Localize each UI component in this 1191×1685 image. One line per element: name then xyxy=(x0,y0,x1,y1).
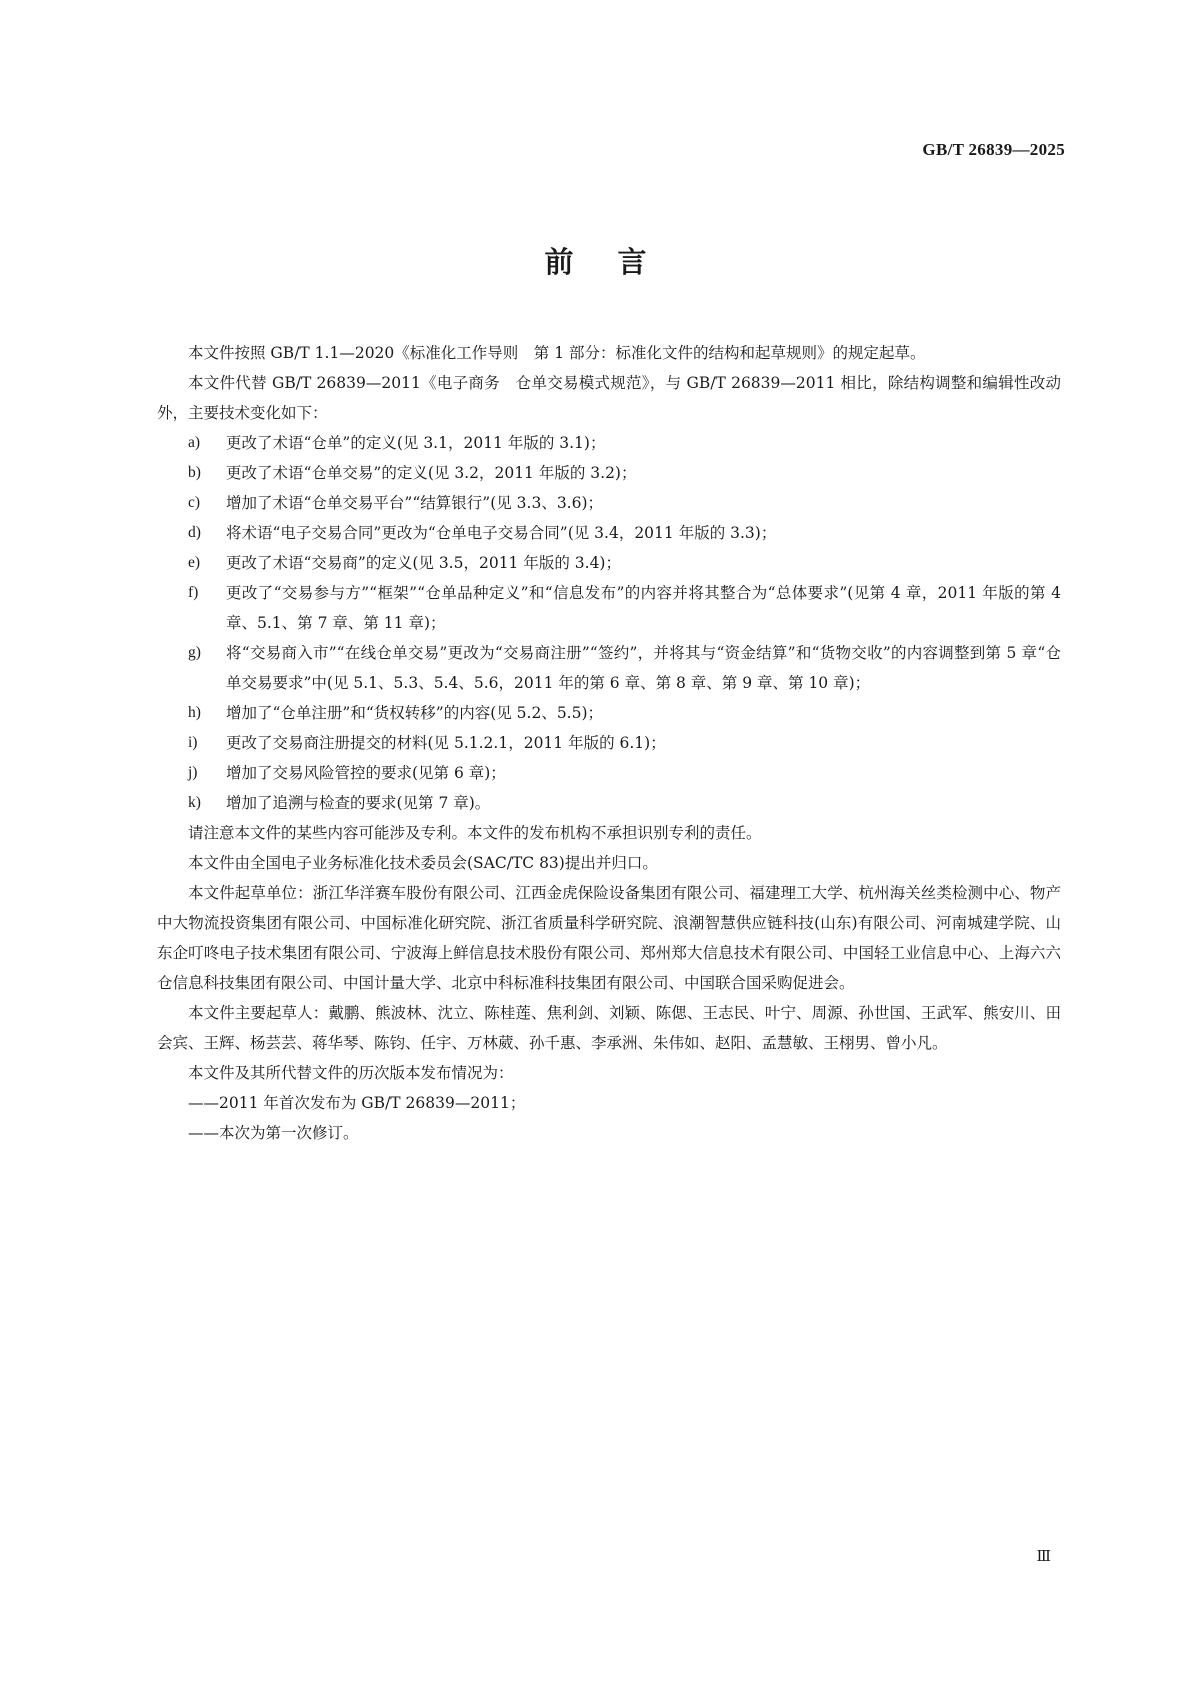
history-item: ——本次为第一次修订。 xyxy=(188,1124,359,1142)
list-item-label: k) xyxy=(188,794,201,811)
paragraph-patent-notice: 请注意本文件的某些内容可能涉及专利。本文件的发布机构不承担识别专利的责任。 xyxy=(188,824,762,842)
list-item-label: e) xyxy=(188,554,201,571)
list-item-label: d) xyxy=(188,524,201,541)
list-item xyxy=(157,548,1061,578)
list-item-text: 增加了交易风险管控的要求(见第 6 章)； xyxy=(226,764,506,782)
list-item-label: h) xyxy=(188,704,201,721)
list-item xyxy=(157,788,1061,818)
paragraph-replacement: 本文件代替 GB/T 26839—2011《电子商务 仓单交易模式规范》，与 GB/T 26839—2011 相比，除结构调整和编辑性改动外，主要技术变化如下： xyxy=(157,374,1061,422)
list-item-label: f) xyxy=(188,584,199,601)
list-item-label: a) xyxy=(188,434,201,451)
list-item-text: 更改了术语“交易商”的定义(见 3.5，2011 年版的 3.4)； xyxy=(226,554,621,572)
page-title: 前言 xyxy=(544,245,691,279)
list-item-text: 增加了追溯与检查的要求(见第 7 章)。 xyxy=(226,794,491,812)
paragraph-drafting-basis: 本文件按照 GB/T 1.1—2020《标准化工作导则 第 1 部分：标准化文件的结构和起草规则》的规定起草。 xyxy=(188,344,926,362)
list-item-text: 更改了交易商注册提交的材料(见 5.1.2.1，2011 年版的 6.1)； xyxy=(226,734,666,752)
list-item-label: c) xyxy=(188,494,201,511)
list-item xyxy=(157,758,1061,788)
list-item-label: b) xyxy=(188,464,201,481)
paragraph-drafters: 本文件主要起草人：戴鹏、熊波林、沈立、陈桂莲、焦利剑、刘颖、陈偲、王志民、叶宁、周源、孙世国、王武军、熊安川、田会宾、王辉、杨芸芸、蒋华琴、陈钧、任宇、万林葳、孙千惠、李承洲、朱伟如、赵阳、孟慧敏、王栩男、曾小凡。 xyxy=(157,1004,1061,1052)
list-item xyxy=(157,458,1061,488)
paragraph-proposer: 本文件由全国电子业务标准化技术委员会(SAC/TC 83)提出并归口。 xyxy=(188,854,658,872)
list-item-label: i) xyxy=(188,734,198,751)
list-item-text: 将“交易商入市”“在线仓单交易”更改为“交易商注册”“签约”，并将其与“资金结算”和“货物交收”的内容调整到第 5 章“仓单交易要求”中(见 5.1、5.3、5.4、5.6，2011 年的第 6 章、第 8 章、第 9 章、第 10 章)； xyxy=(226,644,1061,692)
list-item-text: 增加了“仓单注册”和“货权转移”的内容(见 5.2、5.5)； xyxy=(226,704,604,722)
list-item xyxy=(157,488,1061,518)
list-item-text: 更改了术语“仓单交易”的定义(见 3.2，2011 年版的 3.2)； xyxy=(226,464,637,482)
list-item xyxy=(157,728,1061,758)
list-item-text: 更改了“交易参与方”“框架”“仓单品种定义”和“信息发布”的内容并将其整合为“总体要求”(见第 4 章，2011 年版的第 4 章、5.1、第 7 章、第 11 章)； xyxy=(226,584,1061,632)
document-code: GB/T 26839—2025 xyxy=(922,140,1065,159)
changes-list xyxy=(157,428,1061,818)
list-item xyxy=(157,578,1061,638)
list-item xyxy=(157,638,1061,698)
page-number: Ⅲ xyxy=(1036,1549,1051,1565)
list-item xyxy=(157,518,1061,548)
list-item-text: 更改了术语“仓单”的定义(见 3.1，2011 年版的 3.1)； xyxy=(226,434,606,452)
list-item xyxy=(157,428,1061,458)
document-body xyxy=(157,338,1061,1148)
list-item-text: 增加了术语“仓单交易平台”“结算银行”(见 3.3、3.6)； xyxy=(226,494,604,512)
list-item-label: j) xyxy=(188,764,198,781)
paragraph-drafting-units: 本文件起草单位：浙江华洋赛车股份有限公司、江西金虎保险设备集团有限公司、福建理工大学、杭州海关丝类检测中心、物产中大物流投资集团有限公司、中国标准化研究院、浙江省质量科学研究院、浪潮智慧供应链科技(山东)有限公司、河南城建学院、山东企叮咚电子技术集团有限公司、宁波海上鲜信息技术股份有限公司、郑州郑大信息技术有限公司、中国轻工业信息中心、上海六六仓信息科技集团有限公司、中国计量大学、北京中科标准科技集团有限公司、中国联合国采购促进会。 xyxy=(157,884,1061,992)
list-item-text: 将术语“电子交易合同”更改为“仓单电子交易合同”(见 3.4，2011 年版的 3.3)； xyxy=(226,524,777,542)
list-item-label: g) xyxy=(188,644,201,661)
history-item: ——2011 年首次发布为 GB/T 26839—2011； xyxy=(188,1094,526,1112)
list-item xyxy=(157,698,1061,728)
paragraph-history-intro: 本文件及其所代替文件的历次版本发布情况为： xyxy=(188,1064,514,1082)
